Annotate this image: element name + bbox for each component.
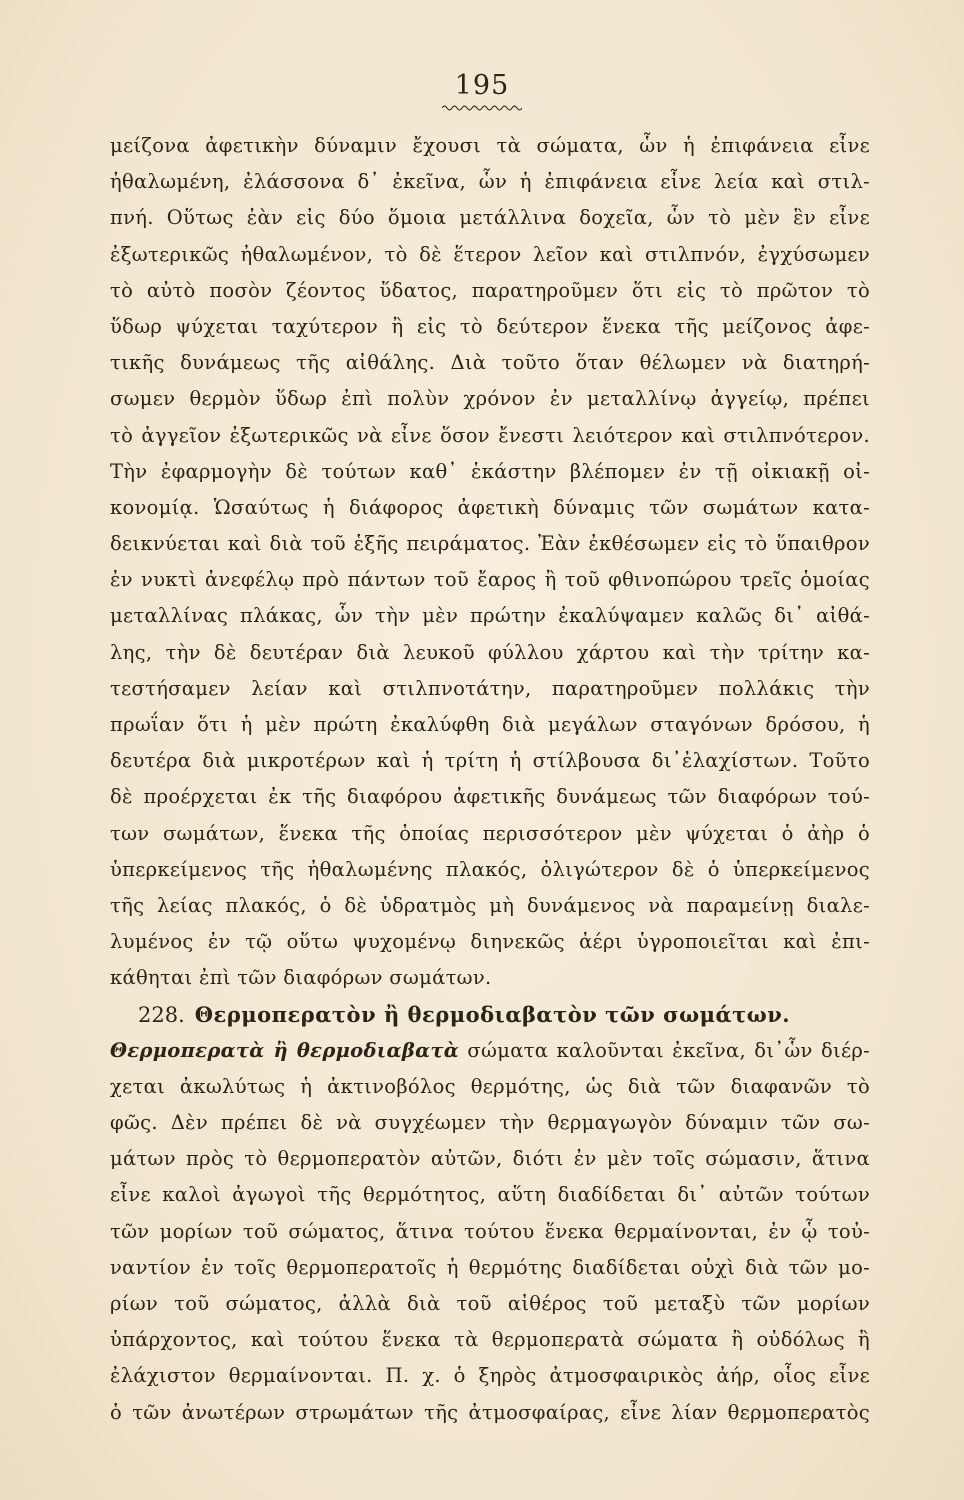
text-line: κάθηται ἐπὶ τῶν διαφόρων σωμάτων. [110, 966, 492, 990]
text-line: δευτέρα διὰ μικροτέρων καὶ ἡ τρίτη ἡ στίλβουσα δι᾽ἐλαχίστων. Τοῦτο [110, 749, 870, 773]
text-line: ἠθαλωμένη, ἐλάσσονα δ᾽ ἐκεῖνα, ὧν ἡ ἐπιφάνεια εἶνε λεία καὶ στιλ- [110, 170, 870, 194]
text-line: ἐλάχιστον θερμαίνονται. Π. χ. ὁ ξηρὸς ἀτμοσφαιρικὸς ἀήρ, οἷος εἶνε [110, 1364, 870, 1388]
text-line: ὕδωρ ψύχεται ταχύτερον ἢ εἰς τὸ δεύτερον ἕνεκα τῆς μείζονος ἀφε- [110, 314, 870, 338]
text-line: σωμεν θερμὸν ὕδωρ ἐπὶ πολὺν χρόνον ἐν μεταλλίνῳ ἀγγείῳ, πρέπει [110, 387, 870, 411]
text-line: ναντίον ἐν τοῖς θερμοπερατοῖς ἡ θερμότης διαδίδεται οὐχὶ διὰ τῶν μο- [110, 1255, 870, 1279]
text-line: δεικνύεται καὶ διὰ τοῦ ἑξῆς πειράματος. Ἐὰν ἐκθέσωμεν εἰς τὸ ὕπαιθρον [110, 532, 870, 556]
page-number: 195 [454, 70, 510, 101]
text-line: ρίων τοῦ σώματος, ἀλλὰ διὰ τοῦ αἰθέρος τοῦ μεταξὺ τῶν μορίων [110, 1292, 870, 1315]
text-line: ἐν νυκτὶ ἀνεφέλῳ πρὸ πάντων τοῦ ἔαρος ἢ τοῦ φθινοπώρου τρεῖς ὁμοίας [110, 568, 870, 592]
text-line: χεται ἀκωλύτως ἡ ἀκτινοβόλος θερμότης, ὡς διὰ τῶν διαφανῶν τὸ [110, 1074, 870, 1098]
section-number: 228. [138, 1002, 185, 1027]
text-line: εἶνε καλοὶ ἀγωγοὶ τῆς θερμότητος, αὕτη διαδίδεται δι᾽ αὐτῶν τούτων [110, 1183, 870, 1207]
text-line: μεταλλίνας πλάκας, ὧν τὴν μὲν πρώτην ἐκαλύψαμεν καλῶς δι᾽ αἰθά- [110, 604, 870, 628]
text-line: τὸ αὐτὸ ποσὸν ζέοντος ὕδατος, παρατηροῦμεν ὅτι εἰς τὸ πρῶτον τὸ [110, 278, 870, 302]
text-line: ὁ τῶν ἀνωτέρων στρωμάτων τῆς ἀτμοσφαίρας, εἶνε λίαν θερμοπερατὸς [110, 1400, 870, 1424]
text-line: ὑπερκείμενος τῆς ἠθαλωμένης πλακός, ὀλιγώτερον δὲ ὁ ὑπερκείμενος [110, 857, 870, 881]
text-line: κονομίᾳ. Ὡσαύτως ἡ διάφορος ἀφετικὴ δύναμις τῶν σωμάτων κατα- [110, 495, 870, 519]
text-line: ὑπάρχοντος, καὶ τούτου ἕνεκα τὰ θερμοπερατὰ σώματα ἢ οὐδόλως ἢ [110, 1328, 870, 1352]
text-line: των σωμάτων, ἕνεκα τῆς ὁποίας περισσότερον μὲν ψύχεται ὁ ἀὴρ ὁ [110, 821, 870, 845]
text-line: τεστήσαμεν λείαν καὶ στιλπνοτάτην, παρατηροῦμεν πολλάκις τὴν [110, 676, 870, 700]
text-line: τῆς λείας πλακός, ὁ δὲ ὑδρατμὸς μὴ δυνάμενος νὰ παραμείνῃ διαλε- [110, 893, 870, 917]
section-title: Θερμοπερατὸν ἢ θερμοδιαβατὸν τῶν σωμάτων. [194, 1001, 791, 1027]
text-line: πνή. Οὕτως ἐὰν εἰς δύο ὅμοια μετάλλινα δοχεῖα, ὧν τὸ μὲν ἓν εἶνε [110, 206, 870, 230]
text-line: τὸ ἀγγεῖον ἐξωτερικῶς νὰ εἶνε ὅσον ἔνεστι λειότερον καὶ στιλπνότερον. [110, 423, 870, 447]
text-line: μάτων πρὸς τὸ θερμοπερατὸν αὐτῶν, διότι ἐν μὲν τοῖς σώμασιν, ἅτινα [110, 1147, 870, 1171]
text-line: τῶν μορίων τοῦ σώματος, ἅτινα τούτου ἕνεκα θερμαίνονται, ἐν ᾧ τοὐ- [110, 1219, 870, 1243]
text-line: τικῆς δυνάμεως τῆς αἰθάλης. Διὰ τοῦτο ὅταν θέλωμεν νὰ διατηρή- [110, 351, 870, 375]
wavy-ornament [442, 104, 522, 112]
text-line: ἐξωτερικῶς ἠθαλωμένον, τὸ δὲ ἕτερον λεῖον καὶ στιλπνόν, ἐγχύσωμεν [110, 242, 870, 266]
text-line: λυμένος ἐν τῷ οὕτω ψυχομένῳ διηνεκῶς ἀέρι ὑγροποιεῖται καὶ ἐπι- [110, 930, 870, 954]
body-text [110, 128, 870, 1431]
text-line: λης, τὴν δὲ δευτέραν διὰ λευκοῦ φύλλου χάρτου καὶ τὴν τρίτην κα- [110, 640, 870, 664]
text-line: μείζονα ἀφετικὴν δύναμιν ἔχουσι τὰ σώματα, ὧν ἡ ἐπιφάνεια εἶνε [110, 134, 870, 157]
text-line: πρωΐαν ὅτι ἡ μὲν πρώτη ἐκαλύφθη διὰ μεγάλων σταγόνων δρόσου, ἡ [110, 713, 870, 736]
text-line-rest: σώματα καλοῦνται ἐκεῖνα, δι᾽ὧν διέρ- [467, 1038, 871, 1062]
text-line [110, 1033, 870, 1069]
text-line: δὲ προέρχεται ἐκ τῆς διαφόρου ἀφετικῆς δυνάμεως τῶν διαφόρων τού- [110, 785, 870, 809]
text-line: φῶς. Δὲν πρέπει δὲ νὰ συγχέωμεν τὴν θερμαγωγὸν δύναμιν τῶν σω- [110, 1111, 870, 1135]
defined-term: Θερμοπερατὰ ἢ θερμοδιαβατὰ [110, 1038, 460, 1062]
section-heading [110, 997, 870, 1033]
text-line: Τὴν ἐφαρμογὴν δὲ τούτων καθ᾽ ἑκάστην βλέπομεν ἐν τῇ οἰκιακῇ οἰ- [110, 459, 870, 483]
